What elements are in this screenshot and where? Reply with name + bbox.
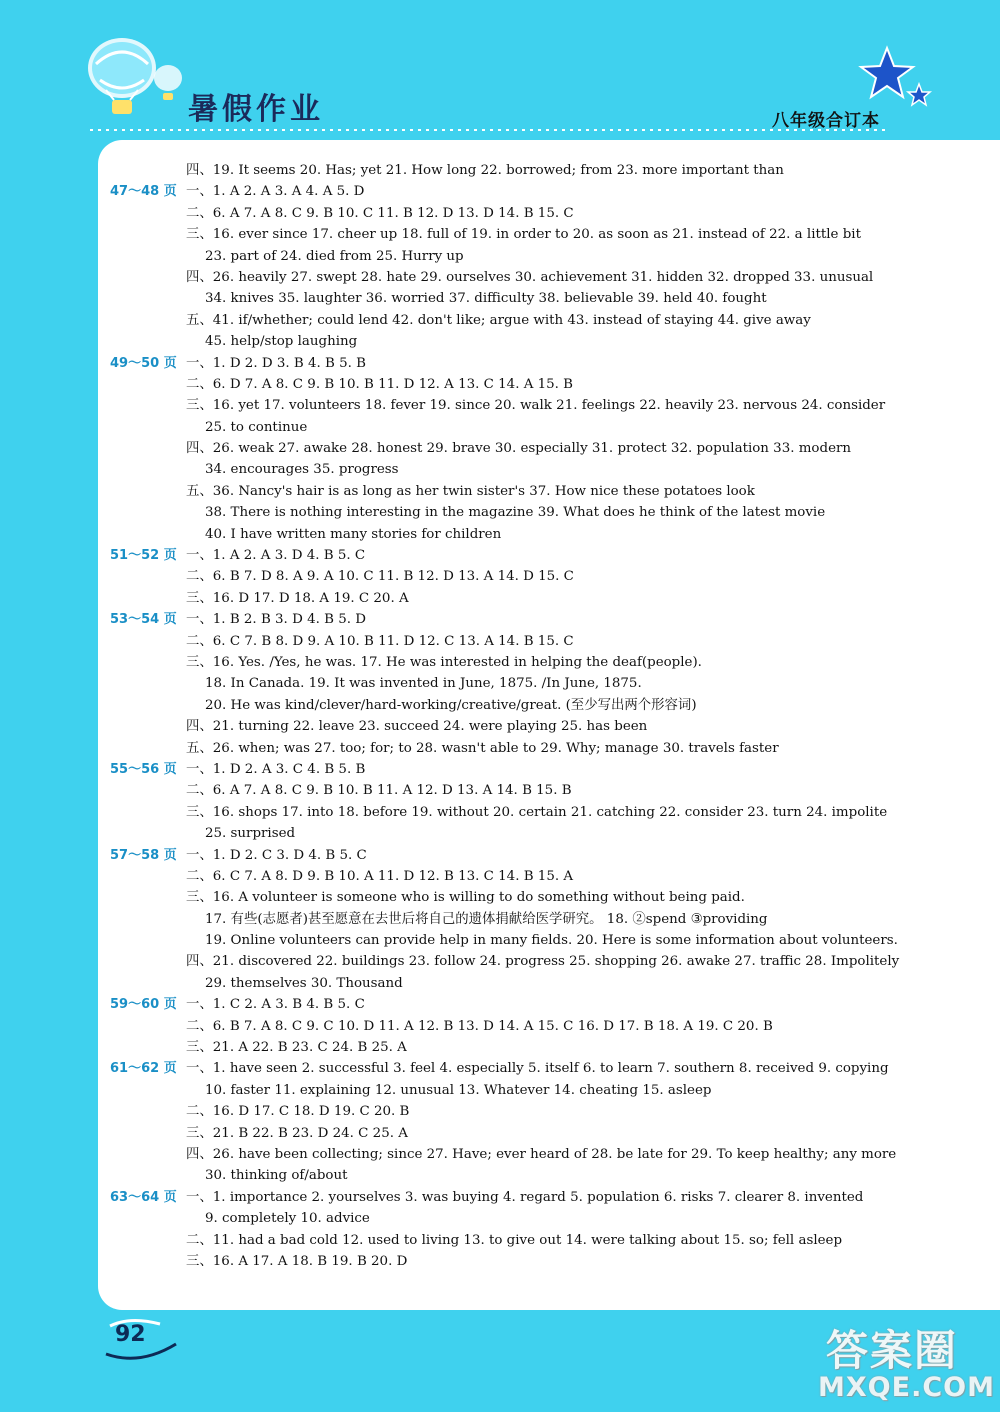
- answer-text: 二、11. had a bad cold 12. used to living 13. to give out 14. were talking about 15. so; fell asleep: [186, 1232, 843, 1248]
- answer-row: [110, 673, 990, 694]
- answer-text: 9. completely 10. advice: [205, 1211, 370, 1227]
- answer-row: [110, 459, 990, 480]
- answer-text: 17. 有些(志愿者)甚至愿意在去世后将自己的遗体捐献给医学研究。 18. ②spend ③providing: [205, 911, 768, 927]
- page-range-label: 47～48 页: [110, 184, 177, 200]
- answer-row: [110, 1187, 990, 1208]
- answer-row: [110, 930, 990, 951]
- answer-text: 18. In Canada. 19. It was invented in June, 1875. /In June, 1875.: [205, 676, 642, 692]
- answer-row: [110, 1144, 990, 1165]
- answer-text: 29. themselves 30. Thousand: [205, 975, 403, 991]
- answer-row: [110, 652, 990, 673]
- answer-text: 二、6. B 7. A 8. C 9. C 10. D 11. A 12. B 13. D 14. A 15. C 16. D 17. B 18. A 19. C 20. B: [186, 1018, 773, 1034]
- answer-row: [110, 267, 990, 288]
- answer-row: [110, 1230, 990, 1251]
- page-range-label: 51～52 页: [110, 548, 177, 564]
- answer-text: 一、1. D 2. D 3. B 4. B 5. B: [186, 355, 366, 371]
- answer-text: 二、6. C 7. A 8. D 9. B 10. A 11. D 12. B 13. C 14. B 15. A: [186, 868, 574, 884]
- answer-row: [110, 1165, 990, 1186]
- answer-row: [110, 1208, 990, 1229]
- answer-row: [110, 631, 990, 652]
- answer-text: 四、21. discovered 22. buildings 23. follow 24. progress 25. shopping 26. awake 27. traffic 28. Impolitely: [186, 954, 900, 970]
- answer-text: 四、26. have been collecting; since 27. Have; ever heard of 28. be late for 29. To keep healthy; any more: [186, 1146, 897, 1162]
- answer-text: 二、6. A 7. A 8. C 9. B 10. B 11. A 12. D 13. A 14. B 15. B: [186, 783, 572, 799]
- answer-row: [110, 353, 990, 374]
- answer-text: 一、1. D 2. C 3. D 4. B 5. C: [186, 847, 367, 863]
- watermark-logo: 答案圈: [826, 1326, 959, 1375]
- answer-text: 二、16. D 17. C 18. D 19. C 20. B: [186, 1104, 410, 1120]
- answer-text: 五、41. if/whether; could lend 42. don't like; argue with 43. instead of staying 44. give away: [186, 312, 811, 328]
- answer-text: 三、16. D 17. D 18. A 19. C 20. A: [186, 590, 409, 606]
- answer-text: 三、16. A volunteer is someone who is willing to do something without being paid.: [186, 890, 745, 906]
- answer-row: [110, 395, 990, 416]
- page-range-label: 61～62 页: [110, 1061, 177, 1077]
- answer-text: 四、21. turning 22. leave 23. succeed 24. were playing 25. has been: [186, 719, 648, 735]
- answer-row: [110, 802, 990, 823]
- answer-text: 五、36. Nancy's hair is as long as her twin sister's 37. How nice these potatoes look: [186, 483, 755, 499]
- answer-text: 34. encourages 35. progress: [205, 462, 399, 478]
- answer-text: 一、1. A 2. A 3. D 4. B 5. C: [186, 548, 366, 564]
- answer-text: 二、6. D 7. A 8. C 9. B 10. B 11. D 12. A 13. C 14. A 15. B: [186, 376, 574, 392]
- answer-row: [110, 695, 990, 716]
- answer-row: [110, 524, 990, 545]
- book-title: 暑假作业: [188, 92, 324, 127]
- answer-row: [110, 481, 990, 502]
- answer-text: 34. knives 35. laughter 36. worried 37. difficulty 38. believable 39. held 40. fought: [205, 291, 767, 307]
- answer-row: [110, 545, 990, 566]
- answer-text: 一、1. D 2. A 3. C 4. B 5. B: [186, 761, 366, 777]
- page-range-label: 53～54 页: [110, 612, 177, 628]
- answer-row: [110, 203, 990, 224]
- answer-row: [110, 588, 990, 609]
- star-icon: [855, 40, 935, 120]
- answer-text: 五、26. when; was 27. too; for; to 28. wasn't able to 29. Why; manage 30. travels faster: [186, 740, 779, 756]
- answer-row: [110, 823, 990, 844]
- answer-row: [110, 738, 990, 759]
- answer-text: 三、16. Yes. /Yes, he was. 17. He was interested in helping the deaf(people).: [186, 654, 702, 670]
- answer-row: [110, 1080, 990, 1101]
- header-band: [0, 0, 1000, 140]
- answer-text: 40. I have written many stories for children: [205, 526, 502, 542]
- answer-page: [98, 140, 1000, 1310]
- answer-list: [110, 160, 990, 1272]
- answer-row: [110, 246, 990, 267]
- answer-text: 25. surprised: [205, 826, 296, 842]
- page-range-label: 59～60 页: [110, 997, 177, 1013]
- answer-row: [110, 1037, 990, 1058]
- answer-text: 25. to continue: [205, 419, 308, 435]
- page-range-label: 49～50 页: [110, 355, 177, 371]
- answer-row: [110, 866, 990, 887]
- decorative-border: [90, 126, 890, 134]
- answer-text: 45. help/stop laughing: [205, 334, 358, 350]
- answer-row: [110, 438, 990, 459]
- page-range-label: 63～64 页: [110, 1189, 177, 1205]
- answer-row: [110, 288, 990, 309]
- answer-text: 三、16. ever since 17. cheer up 18. full of 19. in order to 20. as soon as 21. instead of 22. a little bit: [186, 227, 861, 243]
- answer-row: [110, 780, 990, 801]
- page-number: 92: [115, 1322, 146, 1347]
- edition-label: 八年级合订本: [772, 111, 880, 131]
- answer-text: 38. There is nothing interesting in the magazine 39. What does he think of the latest movie: [205, 505, 826, 521]
- answer-text: 一、1. C 2. A 3. B 4. B 5. C: [186, 997, 365, 1013]
- answer-row: [110, 994, 990, 1015]
- answer-text: 四、19. It seems 20. Has; yet 21. How long 22. borrowed; from 23. more important than: [186, 163, 784, 178]
- answer-row: [110, 1123, 990, 1144]
- answer-row: [110, 224, 990, 245]
- answer-text: 二、6. B 7. D 8. A 9. A 10. C 11. B 12. D 13. A 14. D 15. C: [186, 569, 574, 585]
- answer-row: [110, 331, 990, 352]
- answer-text: 三、16. yet 17. volunteers 18. fever 19. since 20. walk 21. feelings 22. heavily 23. nervous 24. consider: [186, 398, 886, 414]
- answer-row: [110, 417, 990, 438]
- answer-text: 一、1. A 2. A 3. A 4. A 5. D: [186, 184, 365, 200]
- answer-row: [110, 951, 990, 972]
- answer-text: 二、6. C 7. B 8. D 9. A 10. B 11. D 12. C 13. A 14. B 15. C: [186, 633, 574, 649]
- answer-text: 一、1. have seen 2. successful 3. feel 4. especially 5. itself 6. to learn 7. southern 8. received 9. copying: [186, 1061, 889, 1077]
- hot-air-balloon-icon: [80, 30, 190, 140]
- answer-row: [110, 1058, 990, 1079]
- answer-row: [110, 887, 990, 908]
- answer-row: [110, 845, 990, 866]
- answer-text: 三、21. A 22. B 23. C 24. B 25. A: [186, 1040, 407, 1056]
- answer-text: 23. part of 24. died from 25. Hurry up: [205, 248, 464, 264]
- answer-text: 四、26. weak 27. awake 28. honest 29. brave 30. especially 31. protect 32. population 33. modern: [186, 441, 852, 457]
- page-range-label: 55～56 页: [110, 761, 177, 777]
- answer-row: [110, 909, 990, 930]
- answer-row: [110, 181, 990, 202]
- answer-row: [110, 374, 990, 395]
- answer-text: 三、16. shops 17. into 18. before 19. without 20. certain 21. catching 22. consider 23. turn 24. impolite: [186, 804, 888, 820]
- answer-text: 30. thinking of/about: [205, 1168, 348, 1184]
- answer-row: [110, 973, 990, 994]
- answer-text: 三、16. A 17. A 18. B 19. B 20. D: [186, 1253, 408, 1269]
- page-range-label: 57～58 页: [110, 847, 177, 863]
- answer-row: [110, 609, 990, 630]
- answer-row: [110, 1016, 990, 1037]
- answer-row: [110, 160, 990, 181]
- answer-text: 19. Online volunteers can provide help in many fields. 20. Here is some information about volunteers.: [205, 933, 898, 949]
- answer-text: 一、1. B 2. B 3. D 4. B 5. D: [186, 612, 366, 628]
- answer-row: [110, 1251, 990, 1272]
- answer-text: 四、26. heavily 27. swept 28. hate 29. ourselves 30. achievement 31. hidden 32. dropped 33. unusual: [186, 269, 874, 285]
- answer-row: [110, 310, 990, 331]
- answer-text: 一、1. importance 2. yourselves 3. was buying 4. regard 5. population 6. risks 7. clearer 8. invented: [186, 1189, 864, 1205]
- answer-text: 三、21. B 22. B 23. D 24. C 25. A: [186, 1125, 408, 1141]
- answer-text: 10. faster 11. explaining 12. unusual 13. Whatever 14. cheating 15. asleep: [205, 1082, 712, 1098]
- answer-row: [110, 502, 990, 523]
- answer-row: [110, 716, 990, 737]
- watermark-url: MXQE.COM: [818, 1372, 995, 1403]
- answer-text: 20. He was kind/clever/hard-working/creative/great. (至少写出两个形容词): [205, 697, 697, 713]
- answer-row: [110, 566, 990, 587]
- answer-text: 二、6. A 7. A 8. C 9. B 10. C 11. B 12. D 13. D 14. B 15. C: [186, 205, 574, 221]
- answer-row: [110, 759, 990, 780]
- answer-row: [110, 1101, 990, 1122]
